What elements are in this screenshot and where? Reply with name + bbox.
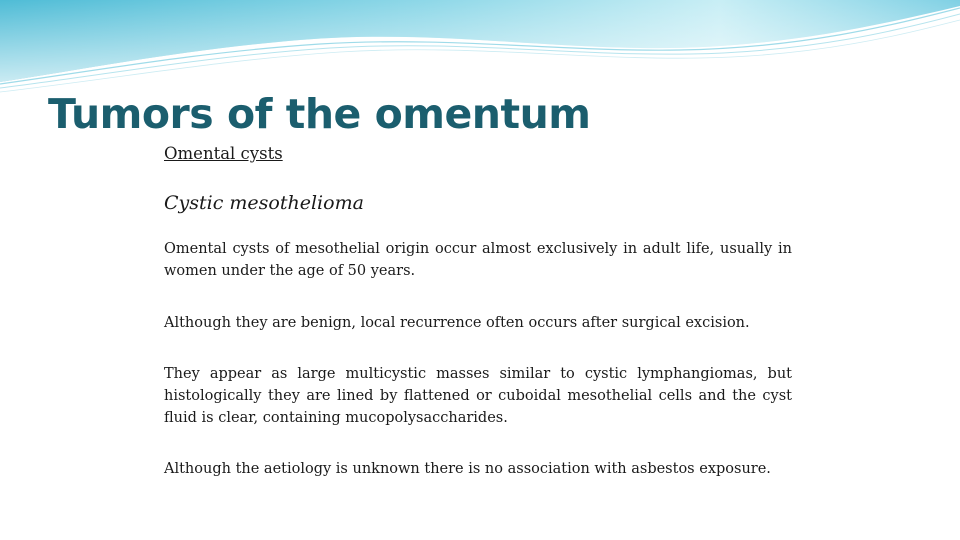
slide-title: Tumors of the omentum [48, 90, 591, 138]
paragraph-3: They appear as large multicystic masses similar to cystic lymphangiomas, but histologically they are lined by flattened or cuboidal mesothelial cells and the cyst fluid is clear, containing mucopolysaccharides. [164, 366, 792, 426]
paragraph-2: Although they are benign, local recurrence often occurs after surgical excision. [164, 315, 750, 331]
paragraph-4: Although the aetiology is unknown there is no association with asbestos exposure. [164, 461, 771, 477]
section-title-cystic-mesothelioma: Cystic mesothelioma [164, 192, 364, 214]
subheading-omental-cysts: Omental cysts [164, 144, 283, 163]
slide-content [164, 143, 792, 480]
paragraph-1: Omental cysts of mesothelial origin occur almost exclusively in adult life, usually in women under the age of 50 years. [164, 241, 792, 279]
decorative-wave-header [0, 0, 960, 100]
